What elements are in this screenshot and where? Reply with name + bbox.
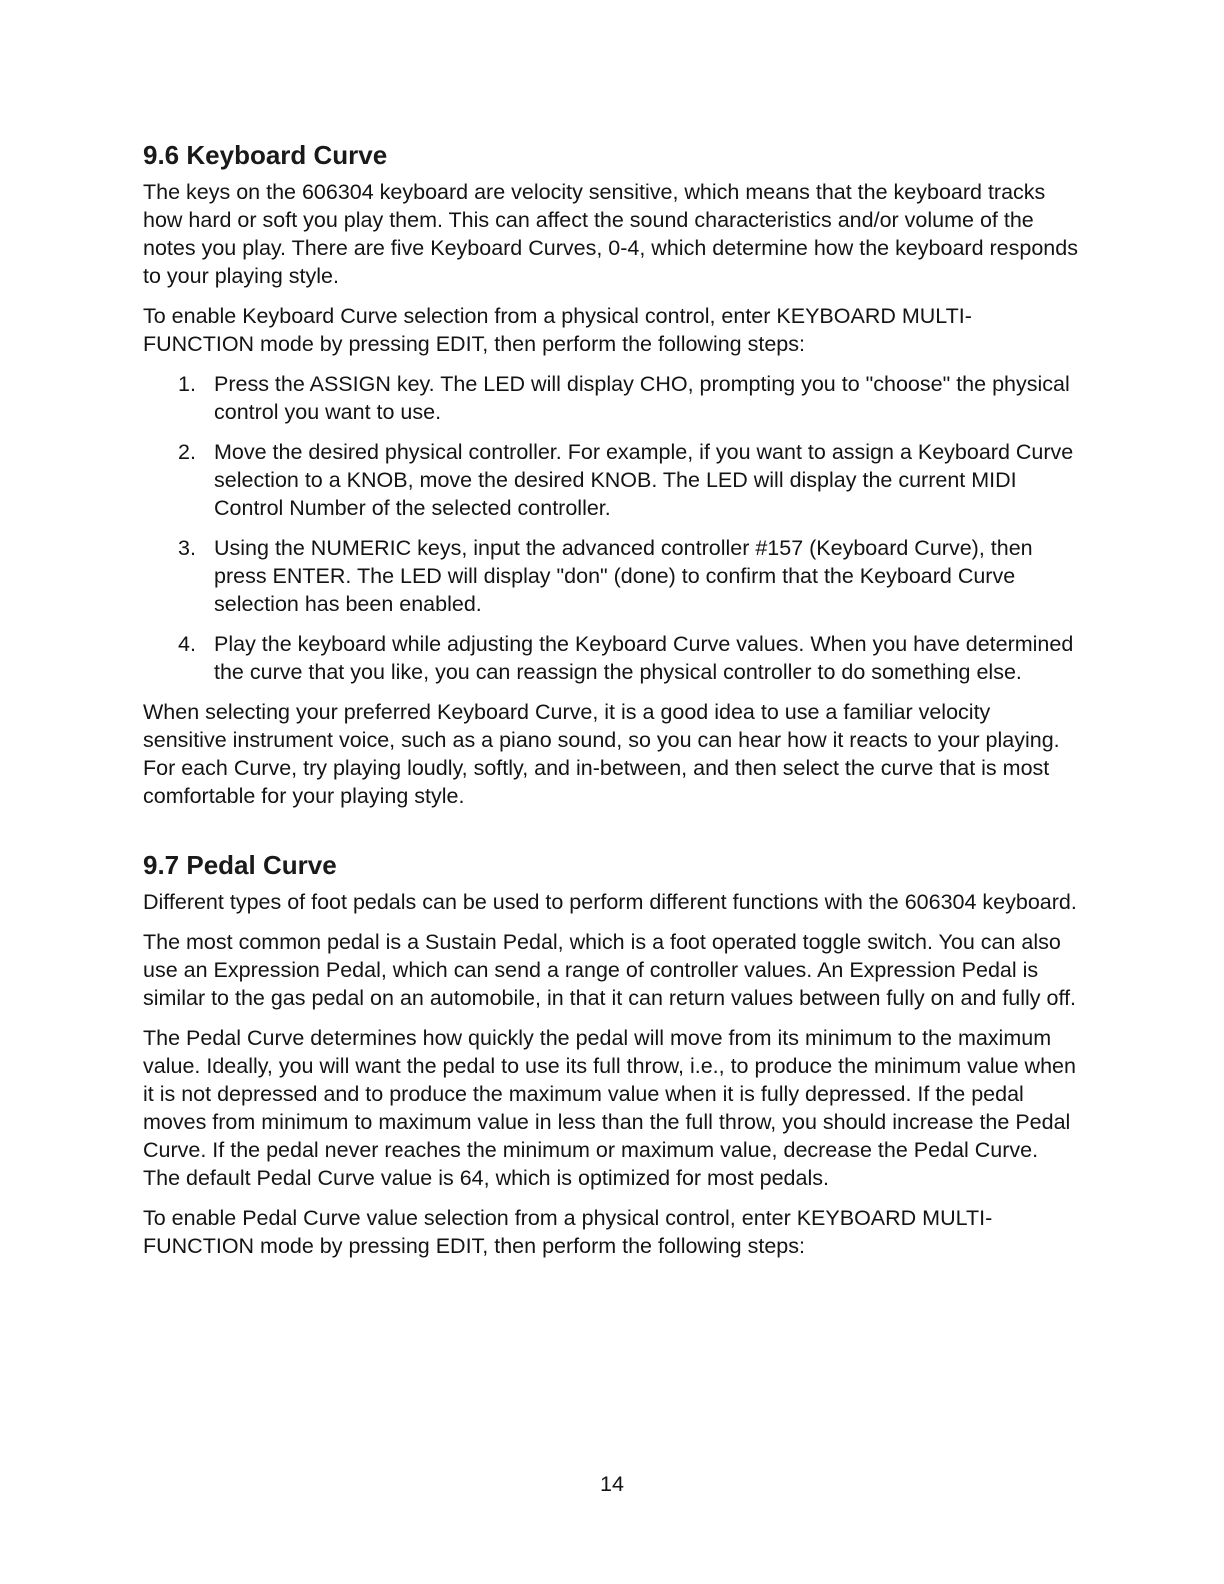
step-text: Using the NUMERIC keys, input the advanced controller #157 (Keyboard Curve), then press ENTER. The LED will display "don" (done) to confirm that the Keyboard Curve selection has been enabled. xyxy=(214,536,1033,616)
keyboard-curve-steps-list xyxy=(143,370,1078,686)
keyboard-curve-tip-paragraph: When selecting your preferred Keyboard Curve, it is a good idea to use a familiar velocity sensitive instrument voice, such as a piano sound, so you can hear how it reacts to your playing. For each Curve, try playing loudly, softly, and in-between, and then select the curve that is most comfortable for your playing style. xyxy=(143,700,1060,808)
step-number: 3. xyxy=(178,536,196,560)
page-content xyxy=(143,138,1078,1272)
keyboard-curve-intro-paragraph: The keys on the 606304 keyboard are velocity sensitive, which means that the keyboard tracks how hard or soft you play them. This can affect the sound characteristics and/or volume of the notes you play. There are five Keyboard Curves, 0-4, which determine how the keyboard responds to your playing style. xyxy=(143,180,1078,288)
pedal-types-paragraph: The most common pedal is a Sustain Pedal, which is a foot operated toggle switch. You can also use an Expression Pedal, which can send a range of controller values. An Expression Pedal is similar to the gas pedal on an automobile, in that it can return values between fully on and fully off. xyxy=(143,930,1077,1010)
list-item xyxy=(143,534,1078,618)
page-number: 14 xyxy=(600,1472,624,1496)
step-text: Play the keyboard while adjusting the Keyboard Curve values. When you have determined the curve that you like, you can reassign the physical controller to do something else. xyxy=(214,632,1074,684)
pedal-curve-intro-paragraph: Different types of foot pedals can be used to perform different functions with the 606304 keyboard. xyxy=(143,890,1077,914)
step-text: Move the desired physical controller. For example, if you want to assign a Keyboard Curve selection to a KNOB, move the desired KNOB. The LED will display the current MIDI Control Number of the selected controller. xyxy=(214,440,1074,520)
list-item xyxy=(143,370,1078,426)
section-heading-keyboard-curve: 9.6 Keyboard Curve xyxy=(143,140,388,170)
step-text: Press the ASSIGN key. The LED will display CHO, prompting you to "choose" the physical control you want to use. xyxy=(214,372,1070,424)
section-heading-pedal-curve: 9.7 Pedal Curve xyxy=(143,850,337,880)
step-number: 1. xyxy=(178,372,196,396)
list-item xyxy=(143,630,1078,686)
step-number: 2. xyxy=(178,440,196,464)
pedal-curve-enable-paragraph: To enable Pedal Curve value selection from a physical control, enter KEYBOARD MULTI-FUNCTION mode by pressing EDIT, then perform the following steps: xyxy=(143,1206,993,1258)
step-number: 4. xyxy=(178,632,196,656)
pedal-curve-explanation-paragraph: The Pedal Curve determines how quickly the pedal will move from its minimum to the maximum value. Ideally, you will want the pedal to use its full throw, i.e., to produce the minimum value when it is not depressed and to produce the maximum value when it is fully depressed. If the pedal moves from minimum to maximum value in less than the full throw, you should increase the Pedal Curve. If the pedal never reaches the minimum or maximum value, decrease the Pedal Curve. The default Pedal Curve value is 64, which is optimized for most pedals. xyxy=(143,1026,1076,1190)
list-item xyxy=(143,438,1078,522)
keyboard-curve-enable-paragraph: To enable Keyboard Curve selection from a physical control, enter KEYBOARD MULTI-FUNCTION mode by pressing EDIT, then perform the following steps: xyxy=(143,304,972,356)
